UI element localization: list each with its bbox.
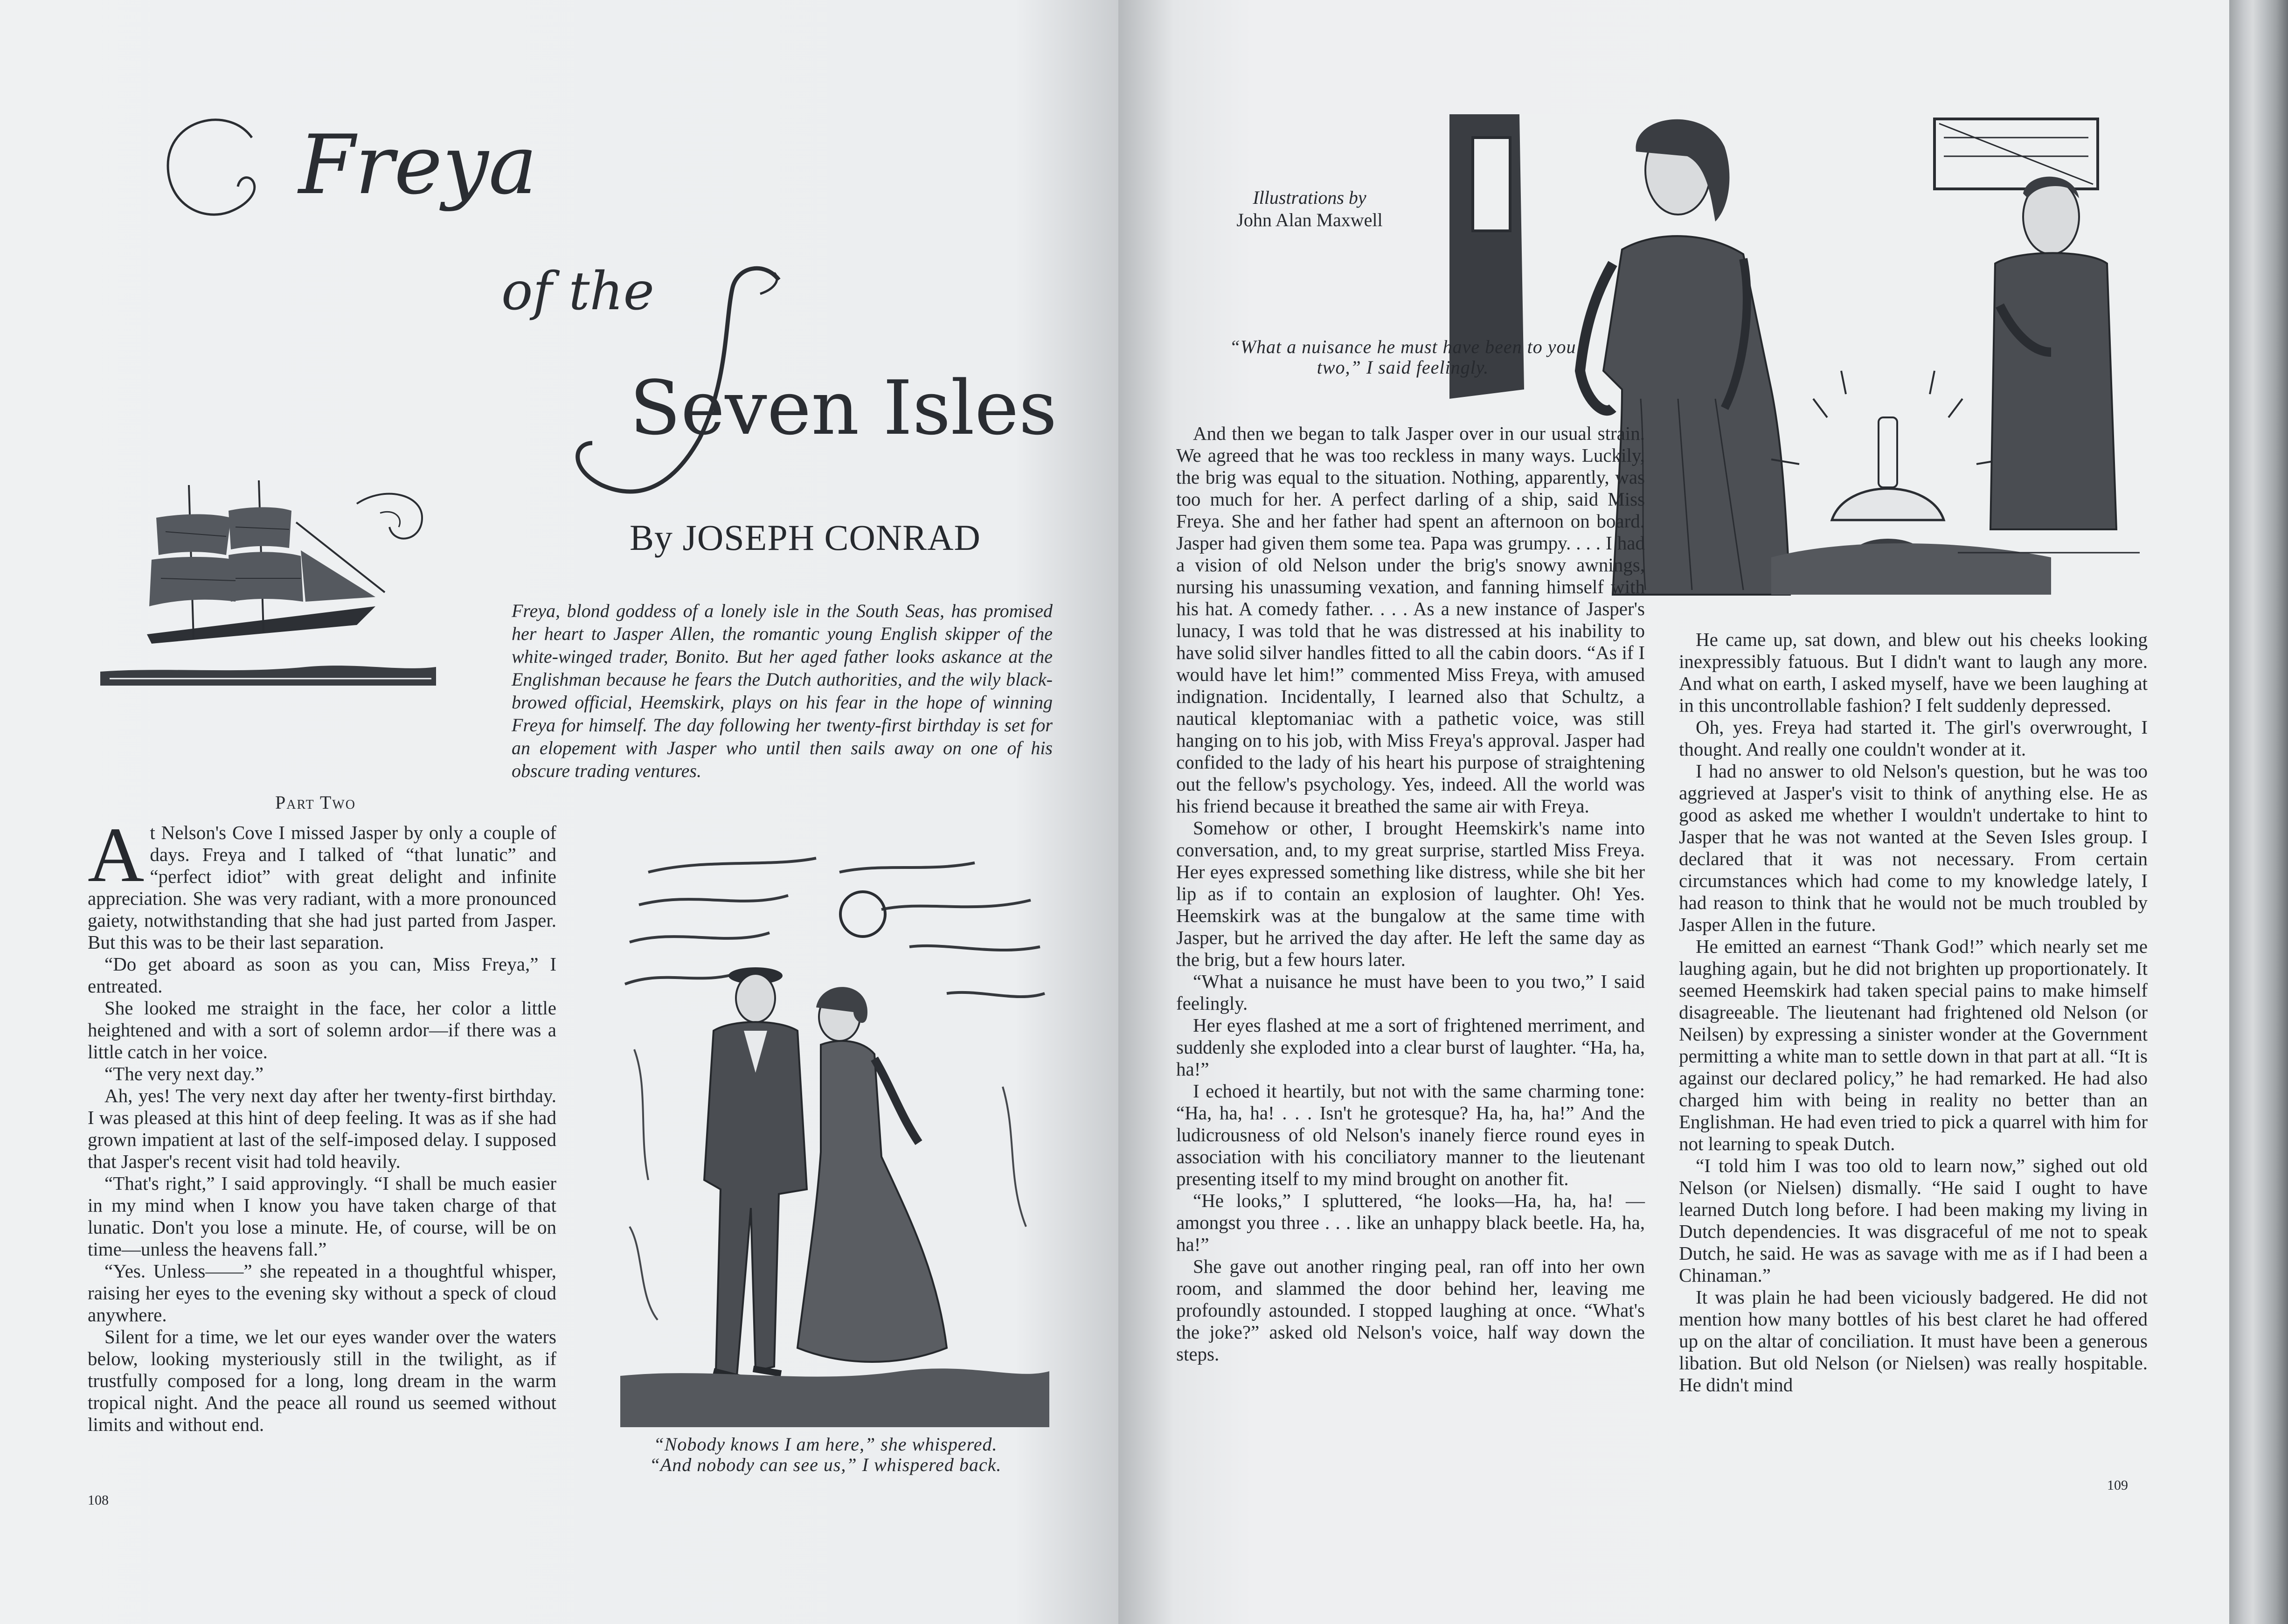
paragraph: Oh, yes. Freya had started it. The girl's overwrought, I thought. And really one couldn't wonder at it. — [1679, 716, 2148, 760]
page-stack-edge — [2229, 0, 2288, 1624]
title-seven-isles: Seven Isles — [630, 364, 1057, 451]
paragraph: “Yes. Unless——” she repeated in a thoughtful whisper, raising her eyes to the evening sky without a speck of cloud anywhere. — [88, 1260, 556, 1326]
left-text-column — [88, 812, 556, 1436]
title-word-freya: Freya — [298, 118, 537, 213]
credit-line-1: Illustrations by — [1253, 187, 1366, 208]
paragraph: He emitted an earnest “Thank God!” which nearly set me laughing again, but he did not brighten up proportionately. It seemed Heemskirk had taken special pains to make himself disagreeable. The lieutenant had frightened old Nelson (or Neilsen) by expressing a sinister wonder at the Government permitting a white man to settle down in that part at all. “It is against our declared policy,” he had remarked. He had also charged him with being in reality no better than an Englishman. He had even tried to pick a quarrel with him for not learning to speak Dutch. — [1679, 936, 2148, 1154]
first-paragraph-text: t Nelson's Cove I missed Jasper by only a couple of days. Freya and I talked of “that lunatic” and “perfect idiot” with great delight and infinite appreciation. She was very radiant, with a more pronounced gaiety, notwithstanding that she had just parted from Jasper. But this was to be their last separation. — [88, 822, 556, 953]
paragraph: She gave out another ringing peal, ran off into her own room, and slammed the door behind her, leaving me profoundly astounded. I stopped laughing at once. “What's the joke?” asked old Nelson's voice, half way down the steps. — [1176, 1256, 1645, 1365]
page-number-left: 108 — [88, 1492, 109, 1508]
part-label: Part Two — [275, 792, 356, 813]
paragraph: “He looks,” I spluttered, “he looks—Ha, ha, ha! —amongst you three . . . like an unhappy black beetle. Ha, ha, ha!” — [1176, 1190, 1645, 1255]
paragraph: She looked me straight in the face, her color a little heightened and with a sort of solemn ardor—if there was a little catch in her voice. — [88, 997, 556, 1062]
paragraph: “I told him I was too old to learn now,” sighed out old Nelson (or Nielsen) dismally. “He said I ought to have learned Dutch long before. I had been making my living in Dutch dependencies. It was disgraceful of me not to speak Dutch, he said. He was as savage with me as if I had been a Chinaman.” — [1679, 1155, 2148, 1286]
title-of-the: of the — [501, 261, 654, 322]
paragraph: Her eyes flashed at me a sort of frightened merriment, and suddenly she exploded into a clear burst of laughter. “Ha, ha, ha!” — [1176, 1014, 1645, 1080]
first-paragraph — [88, 812, 556, 953]
paragraph: “The very next day.” — [104, 1063, 264, 1084]
drop-cap: A — [88, 812, 145, 898]
paragraph: I echoed it heartily, but not with the same charming tone: “Ha, ha, ha! . . . Isn't he grotesque? Ha, ha, ha!” And the ludicrousness of old Nelson's inanely fierce round eyes in association with his conciliatory manner to the lieutenant presenting itself to my mind brought on another fit. — [1176, 1080, 1645, 1189]
page-number-right: 109 — [2107, 1478, 2128, 1493]
credit-line-2: John Alan Maxwell — [1236, 209, 1383, 230]
paragraph: Silent for a time, we let our eyes wander over the waters below, looking mysteriously still in the twilight, as if trustfully composed for a long, long dream in the warm tropical night. And the peace all round us seemed without limits and without end. — [88, 1326, 556, 1435]
couple-illustration — [620, 854, 1049, 1427]
paragraph: And then we began to talk Jasper over in our usual strain. We agreed that he was too reckless in many ways. Luckily, the brig was equal to the situation. Nothing, apparently, was too much for her. A perfect darling of a ship, said Miss Freya. She and her father had spent an afternoon on board. Jasper had given them some tea. Papa was grumpy. . . . I had a vision of old Nelson under the brig's snowy awnings, nursing his unassuming vexation, and fanning himself with his hat. A comedy father. . . . As a new instance of Jasper's lunacy, I was told that he was distressed at his inability to have solid silver handles fitted to all the cabin doors. “As if I would have let him!” commented Miss Freya, with amused indignation. Incidentally, I learned also that Schultz, a nautical kleptomaniac with a pathetic voice, was still hanging on to his job, with Miss Freya's approval. Jasper had confided to the lady of his heart his purpose of straightening out the fellow's psychology. Yes, indeed. All the world was his friend because it breathed the same air with Freya. — [1176, 423, 1645, 817]
paragraph: “Do get aboard as soon as you can, Miss Freya,” I entreated. — [88, 953, 556, 997]
paragraph: “What a nuisance he must have been to you two,” I said feelingly. — [1176, 971, 1645, 1014]
paragraph: Somehow or other, I brought Heemskirk's name into conversation, and, to my great surprise, startled Miss Freya. Her eyes expressed something like distress, while she bit her lip as if to contain an explosion of laughter. Oh! Yes. Heemskirk was at the bungalow at the same time with Jasper, but he arrived the day after. He left the same day as the brig, but a few hours later. — [1176, 817, 1645, 970]
paragraph: “That's right,” I said approvingly. “I shall be much easier in my mind when I know you have taken charge of that lunatic. Don't you lose a minute. He, of course, will be on time—unless the heavens fall.” — [88, 1173, 556, 1260]
right-text-column-1 — [1176, 423, 1645, 1365]
paragraph: He came up, sat down, and blew out his cheeks looking inexpressibly fatuous. But I didn't want to laugh any more. And what on earth, I asked myself, have we been laughing at in this uncontrollable fashion? I felt suddenly depressed. — [1679, 629, 2148, 716]
lamp-scene-caption: “What a nuisance he must have been to you two,” I said feelingly. — [1229, 336, 1576, 378]
couple-caption: “Nobody knows I am here,” she whispered. “And nobody can see us,” I whispered back. — [649, 1434, 1002, 1475]
intro-summary: Freya, blond goddess of a lonely isle in the South Seas, has promised her heart to Jasper Allen, the romantic young English skipper of the white-winged trader, Bonito. But her aged father looks askance at the Englishman because he fears the Dutch authorities, and the wily black-browed official, Heemskirk, plays on his fear in the hope of winning Freya for himself. The day following her twenty-first birthday is set for an elopement with Jasper who until then sails away on one of his obscure trading ventures. — [512, 600, 1053, 781]
right-page — [1118, 0, 2234, 1624]
right-text-column-2 — [1679, 629, 2148, 1396]
paragraph: Ah, yes! The very next day after her twenty-first birthday. I was pleased at this hint of deep feeling. It was as if she had grown impatient at last of the self-imposed delay. I supposed that Jasper's recent visit had told heavily. — [88, 1085, 556, 1172]
ship-illustration — [96, 466, 441, 728]
title-flourish-c — [159, 110, 270, 240]
illustration-credit — [1212, 187, 1407, 231]
paragraph: I had no answer to old Nelson's question, but he was too aggrieved at Jasper's visit to think of anything else. He as good as asked me whether I wouldn't undertake to hint to Jasper that he was not wanted at the Seven Isles group. I declared that it was not necessary. From certain circumstances which had come to my knowledge lately, I had reason to think that he would not be much troubled by Jasper Allen in the future. — [1679, 760, 2148, 935]
paragraph: It was plain he had been viciously badgered. He did not mention how many bottles of his best claret he had offered up on the altar of conciliation. It must have been a generous libation. But old Nelson (or Nielsen) was really hospitable. He didn't mind — [1679, 1286, 2148, 1395]
byline: By JOSEPH CONRAD — [630, 517, 981, 558]
left-page — [0, 0, 1128, 1624]
